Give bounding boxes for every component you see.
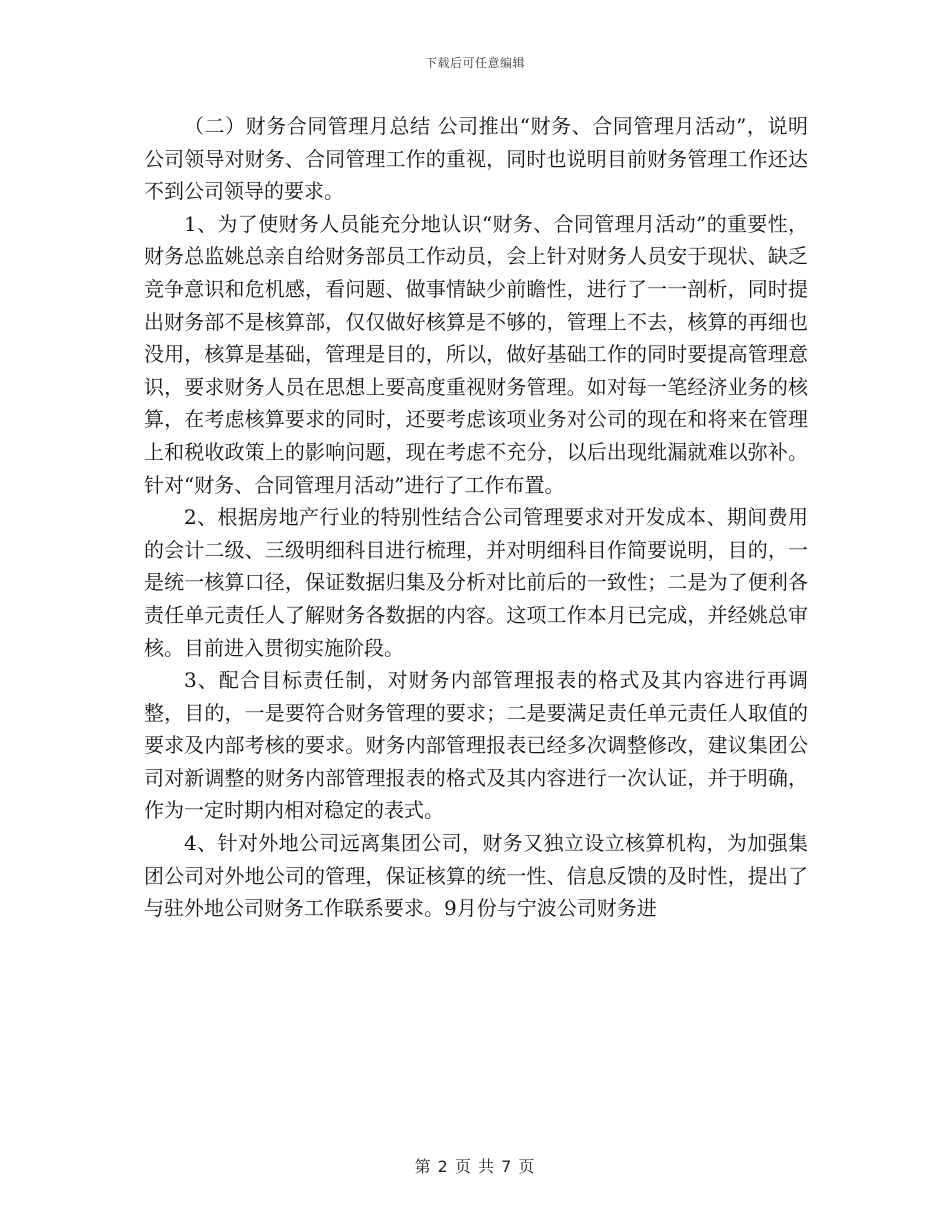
paragraph-item-4: 4、针对外地公司远离集团公司，财务又独立设立核算机构，为加强集团公司对外地公司的管理，保证核算的统一性、信息反馈的及时性，提出了与驻外地公司财务工作联系要求。9月份与宁波公司财务进	[144, 831, 808, 921]
document-body	[144, 110, 808, 925]
paragraph-intro: （二）财务合同管理月总结 公司推出“财务、合同管理月活动”，说明公司领导对财务、合同管理工作的重视，同时也说明目前财务管理工作还达不到公司领导的要求。	[144, 114, 808, 204]
paragraph-item-3: 3、配合目标责任制，对财务内部管理报表的格式及其内容进行再调整，目的，一是要符合财务管理的要求；二是要满足责任单元责任人取值的要求及内部考核的要求。财务内部管理报表已经多次调整修改，建议集团公司对新调整的财务内部管理报表的格式及其内容进行一次认证，并于明确，作为一定时期内相对稳定的表式。	[144, 668, 808, 823]
paragraph-item-2: 2、根据房地产行业的特别性结合公司管理要求对开发成本、期间费用的会计二级、三级明细科目进行梳理，并对明细科目作简要说明，目的，一是统一核算口径，保证数据归集及分析对比前后的一致性；二是为了便利各责任单元责任人了解财务各数据的内容。这项工作本月已完成，并经姚总审核。目前进入贯彻实施阶段。	[144, 505, 808, 660]
paragraph-item-1: 1、为了使财务人员能充分地认识“财务、合同管理月活动”的重要性，财务总监姚总亲自给财务部员工作动员，会上针对财务人员安于现状、缺乏竞争意识和危机感，看问题、做事情缺少前瞻性，进行了一一剖析，同时提出财务部不是核算部，仅仅做好核算是不够的，管理上不去，核算的再细也没用，核算是基础，管理是目的，所以，做好基础工作的同时要提高管理意识，要求财务人员在思想上要高度重视财务管理。如对每一笔经济业务的核算，在考虑核算要求的同时，还要考虑该项业务对公司的现在和将来在管理上和税收政策上的影响问题，现在考虑不充分，以后出现纰漏就难以弥补。针对“财务、合同管理月活动”进行了工作布置。	[144, 211, 808, 497]
page-number: 第 2 页 共 7 页	[414, 1157, 536, 1176]
page-header: 下载后可任意编辑	[424, 56, 525, 70]
